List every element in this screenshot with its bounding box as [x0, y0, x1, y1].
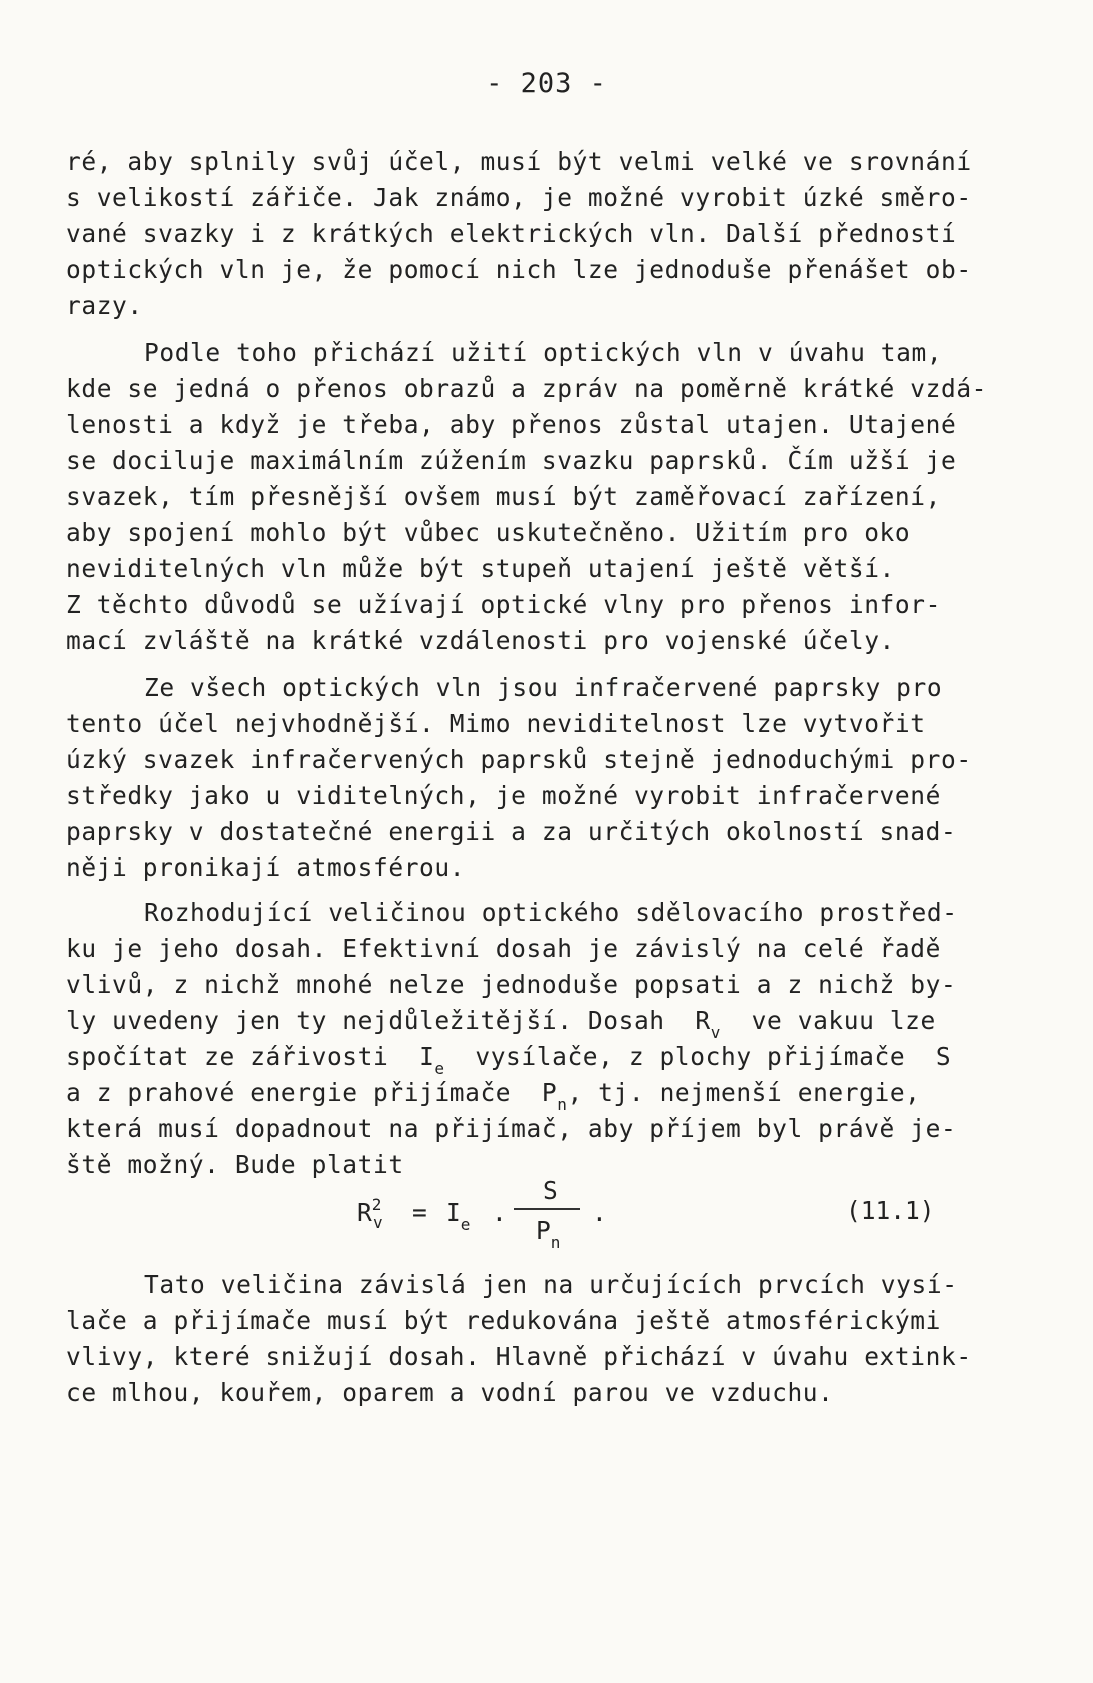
text-line: lenosti a když je třeba, aby přenos zůstal utajen. Utajené [66, 410, 957, 439]
text-line: ré, aby splnily svůj účel, musí být velmi velké ve srovnání [66, 147, 972, 176]
text-line: razy. [66, 291, 143, 320]
text-line: vlivů, z nichž mnohé nelze jednoduše popsati a z nichž by- [66, 970, 957, 999]
equation-denominator: $P_n$ [536, 1216, 561, 1252]
text-line: a z prahové energie přijímače $P_n$, tj. nejmenší energie, [66, 1078, 921, 1114]
text-line: Podle toho přichází užití optických vln v úvahu tam, [144, 338, 943, 367]
equation-end-dot: . [592, 1198, 607, 1227]
fraction-bar [514, 1208, 580, 1210]
equation-dot: . [492, 1198, 507, 1227]
equation-lhs: $R^2$ [357, 1195, 382, 1227]
text-line: svazek, tím přesnější ovšem musí být zaměřovací zařízení, [66, 482, 941, 511]
text-line: vané svazky i z krátkých elektrických vln. Další předností [66, 219, 957, 248]
text-line: spočítat ze zářivosti $I_e$ vysílače, z plochy přijímače S [66, 1042, 952, 1078]
equation-lhs-subscript: v [373, 1213, 383, 1232]
text-line: Tato veličina závislá jen na určujících prvcích vysí- [144, 1270, 958, 1299]
equation-intensity: $I_e$ [446, 1198, 471, 1234]
text-line: paprsky v dostatečné energii a za určitých okolností snad- [66, 817, 957, 846]
text-line: se dociluje maximálním zúžením svazku paprsků. Čím užší je [66, 446, 957, 475]
text-line: Ze všech optických vln jsou infračervené paprsky pro [144, 673, 943, 702]
text-line: s velikostí zářiče. Jak známo, je možné vyrobit úzké směro- [66, 183, 972, 212]
text-line: která musí dopadnout na přijímač, aby příjem byl právě je- [66, 1114, 957, 1143]
text-line: tento účel nejvhodnější. Mimo neviditelnost lze vytvořit [66, 709, 926, 738]
text-line: kde se jedná o přenos obrazů a zpráv na poměrně krátké vzdá- [66, 374, 988, 403]
text-line: ly uvedeny jen ty nejdůležitější. Dosah $R_v$ ve vakuu lze [66, 1006, 936, 1042]
page-number: - 203 - [486, 68, 607, 99]
text-line: ku je jeho dosah. Efektivní dosah je závislý na celé řadě [66, 934, 941, 963]
text-line: středky jako u viditelných, je možné vyrobit infračervené [66, 781, 941, 810]
text-line: aby spojení mohlo být vůbec uskutečněno. Užitím pro oko [66, 518, 911, 547]
text-line: Z těchto důvodů se užívají optické vlny pro přenos infor- [66, 590, 941, 619]
text-line: optických vln je, že pomocí nich lze jednoduše přenášet ob- [66, 255, 972, 284]
text-line: něji pronikají atmosférou. [66, 853, 466, 882]
text-line: Rozhodující veličinou optického sdělovacího prostřed- [144, 898, 958, 927]
text-line: ce mlhou, kouřem, oparem a vodní parou ve vzduchu. [66, 1378, 834, 1407]
equation-number: (11.1) [846, 1196, 935, 1225]
equation-numerator: S [543, 1176, 558, 1205]
text-line: neviditelných vln může být stupeň utajení ještě větší. [66, 554, 895, 583]
text-line: mací zvláště na krátké vzdálenosti pro vojenské účely. [66, 626, 895, 655]
text-line: vlivy, které snižují dosah. Hlavně přichází v úvahu extink- [66, 1342, 972, 1371]
equation-equals: = [412, 1198, 427, 1227]
text-line: úzký svazek infračervených paprsků stejně jednoduchými pro- [66, 745, 972, 774]
text-line: lače a přijímače musí být redukována ještě atmosférickými [66, 1306, 941, 1335]
text-line: ště možný. Bude platit [66, 1150, 404, 1179]
